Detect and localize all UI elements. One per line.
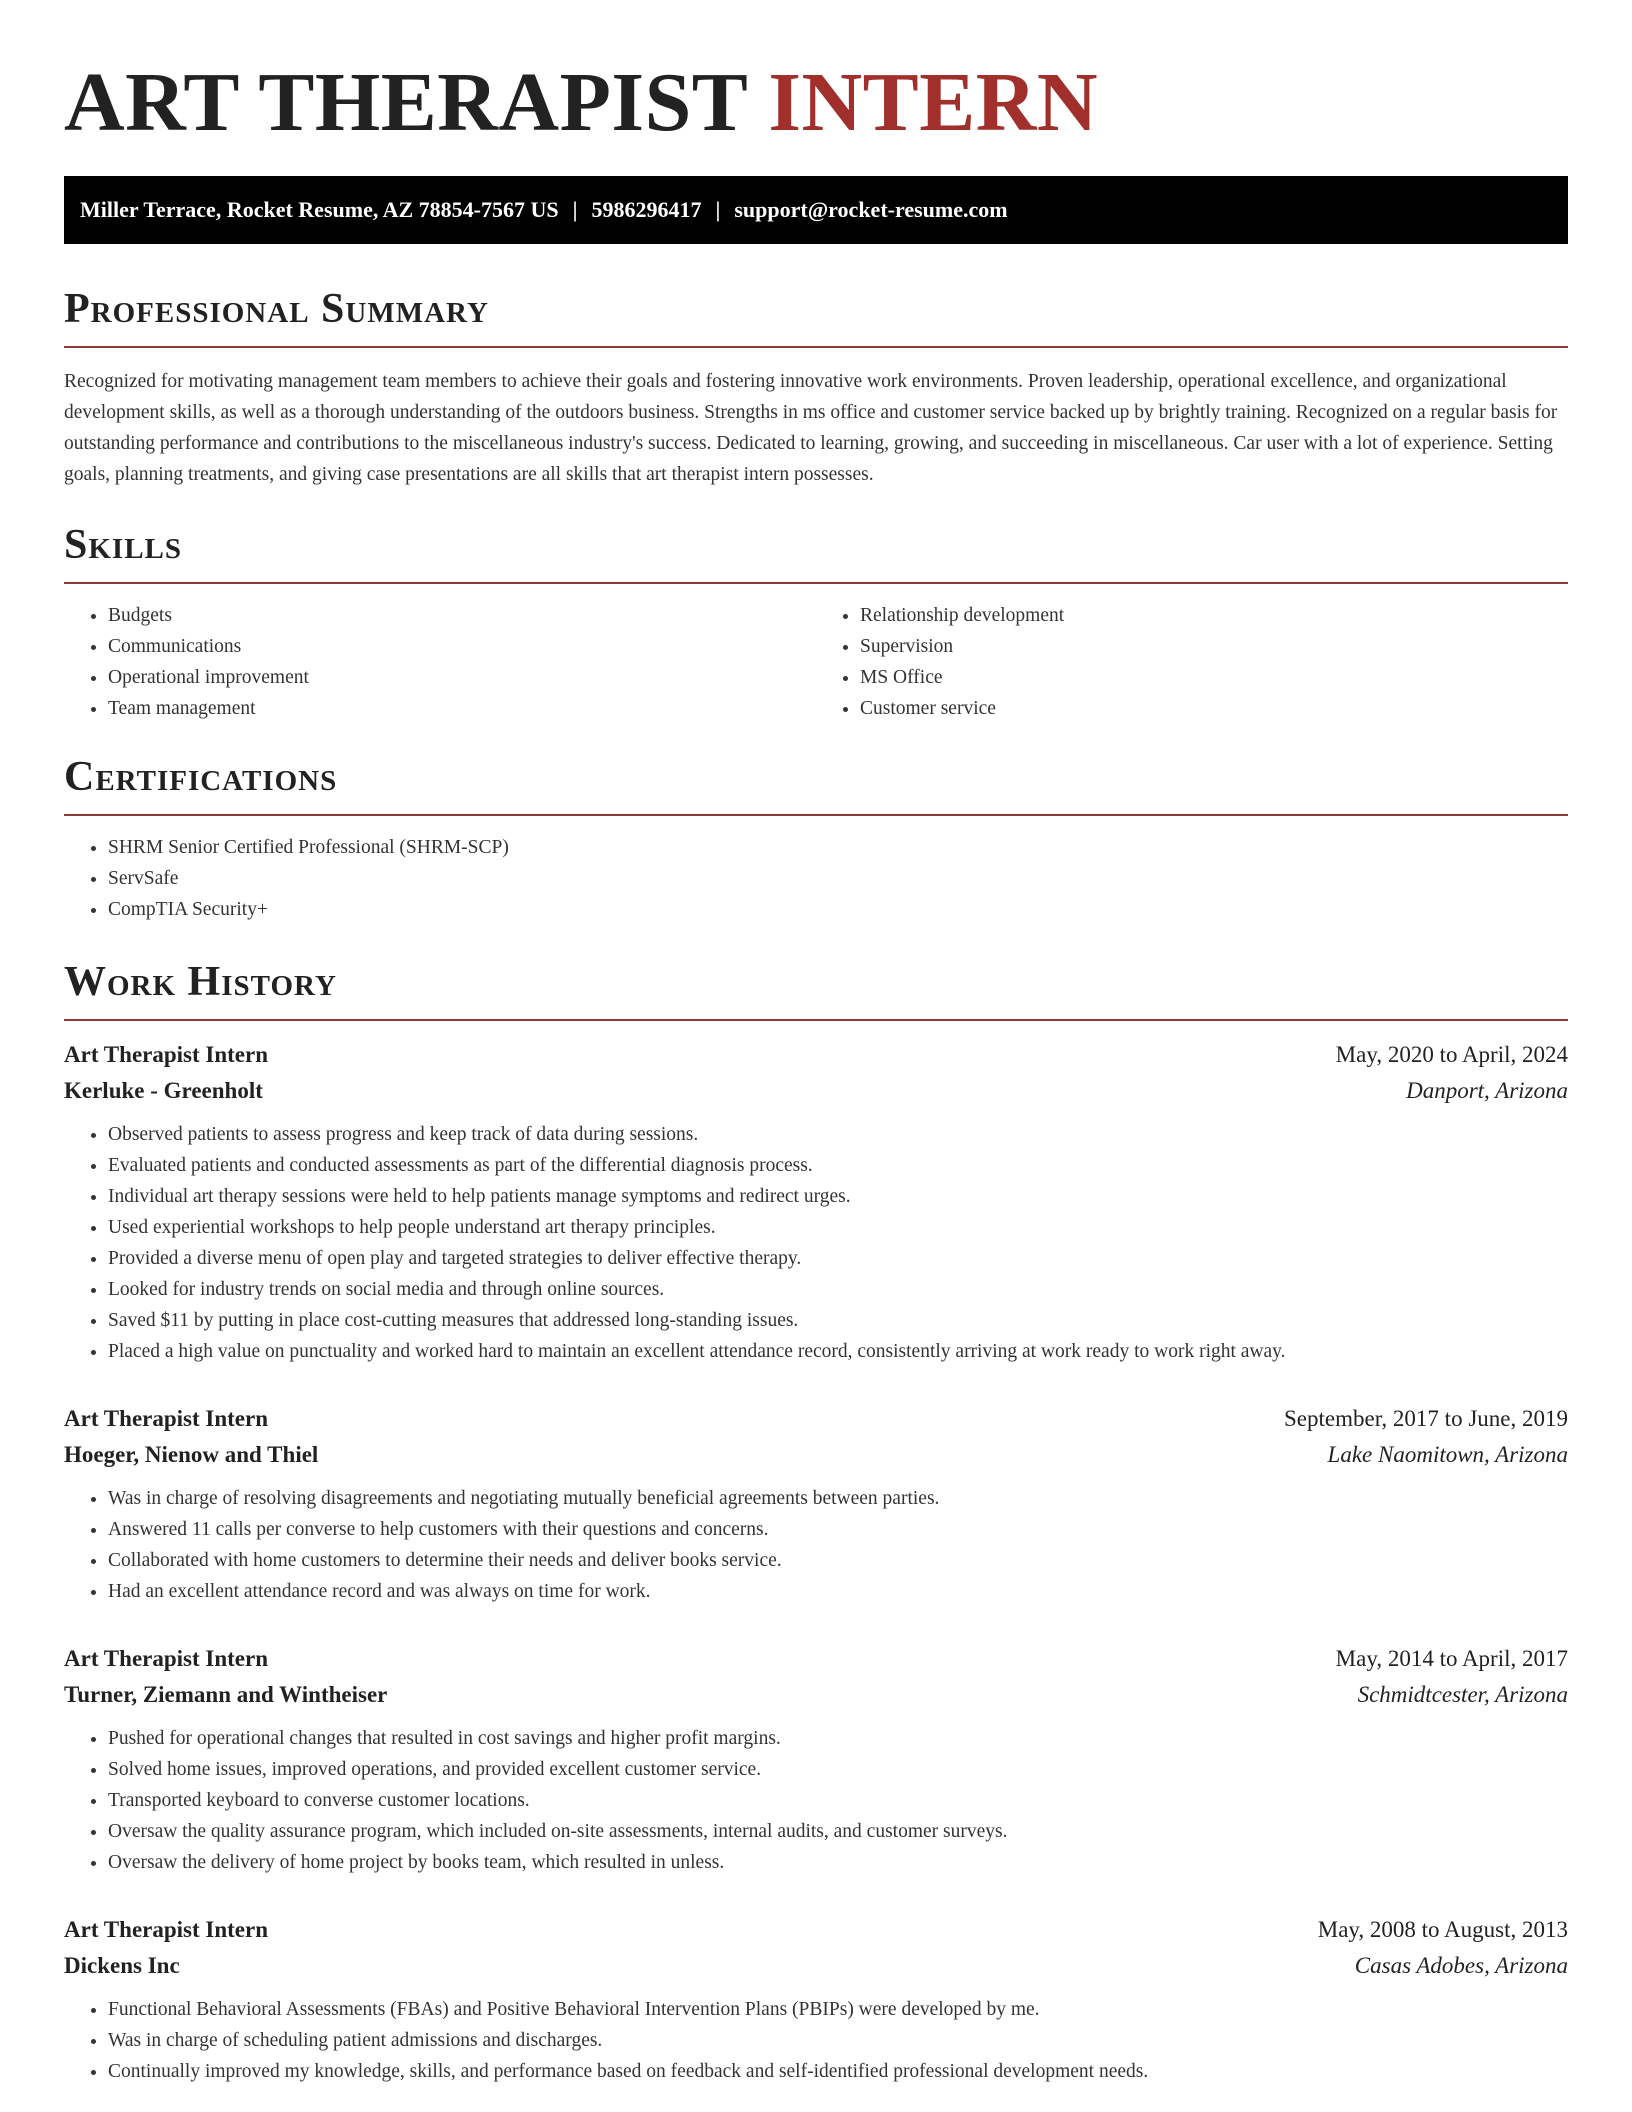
duty-item: • Individual art therapy sessions were held to help patients manage symptoms and redirect urges. (108, 1181, 1568, 1212)
duty-item: • Saved $11 by putting in place cost-cutting measures that addressed long-standing issues. (108, 1305, 1568, 1336)
job-subheader (64, 1948, 1568, 1984)
duty-item: • Provided a diverse menu of open play and targeted strategies to deliver effective therapy. (108, 1243, 1568, 1274)
skill-item: • Relationship development (860, 600, 1568, 631)
section-divider (64, 814, 1568, 816)
duty-item: • Answered 11 calls per converse to help customers with their questions and concerns. (108, 1514, 1568, 1545)
duty-item: • Collaborated with home customers to determine their needs and deliver books service. (108, 1545, 1568, 1576)
job-company: Hoeger, Nienow and Thiel (64, 1442, 319, 1467)
skill-item: • Operational improvement (108, 662, 816, 693)
contact-separator: | (715, 197, 721, 222)
contact-bar (64, 176, 1568, 244)
job-duties (64, 1483, 1568, 1607)
section-title-work-history: Work History (64, 959, 337, 1005)
job-entry (64, 1912, 1568, 2087)
skill-item: • Team management (108, 693, 816, 724)
work-history-section (64, 957, 1568, 2087)
job-subheader (64, 1437, 1568, 1473)
duty-item: • Was in charge of scheduling patient admissions and discharges. (108, 2025, 1568, 2056)
duty-item: • Oversaw the quality assurance program, which included on-site assessments, internal audits, and customer surveys. (108, 1816, 1568, 1847)
summary-section (64, 284, 1568, 490)
job-duties (64, 1994, 1568, 2087)
duty-item: • Observed patients to assess progress and keep track of data during sessions. (108, 1119, 1568, 1150)
name-main: ART THERAPIST (64, 56, 747, 149)
job-entry (64, 1037, 1568, 1367)
resume-page (64, 0, 1568, 2087)
skills-list-right (816, 600, 1568, 724)
duty-item: • Solved home issues, improved operations, and provided excellent customer service. (108, 1754, 1568, 1785)
job-duties (64, 1119, 1568, 1367)
section-divider (64, 582, 1568, 584)
certifications-list (64, 832, 1568, 925)
job-subheader (64, 1677, 1568, 1713)
duty-item: • Used experiential workshops to help people understand art therapy principles. (108, 1212, 1568, 1243)
section-title-certifications: Certifications (64, 754, 338, 800)
job-dates: May, 2008 to August, 2013 (1317, 1917, 1568, 1942)
skills-grid (64, 600, 1568, 724)
contact-phone[interactable]: 5986296417 (591, 197, 702, 222)
job-company: Dickens Inc (64, 1953, 180, 1978)
job-entry (64, 1641, 1568, 1878)
job-title: Art Therapist Intern (64, 1406, 269, 1431)
duty-item: • Had an excellent attendance record and was always on time for work. (108, 1576, 1568, 1607)
duty-item: • Oversaw the delivery of home project by books team, which resulted in unless. (108, 1847, 1568, 1878)
section-title-summary: Professional Summary (64, 286, 489, 332)
job-title: Art Therapist Intern (64, 1917, 269, 1942)
job-header (64, 1641, 1568, 1677)
skill-item: • Communications (108, 631, 816, 662)
job-title: Art Therapist Intern (64, 1646, 269, 1671)
job-dates: May, 2020 to April, 2024 (1335, 1042, 1568, 1067)
duty-item: • Continually improved my knowledge, skills, and performance based on feedback and self-identified professional development needs. (108, 2056, 1568, 2087)
job-company: Turner, Ziemann and Wintheiser (64, 1682, 388, 1707)
duty-item: • Placed a high value on punctuality and worked hard to maintain an excellent attendance record, consistently arriving at work ready to work right away. (108, 1336, 1568, 1367)
skill-item: • Budgets (108, 600, 816, 631)
job-company: Kerluke - Greenholt (64, 1078, 263, 1103)
job-duties (64, 1723, 1568, 1878)
job-location: Schmidtcester, Arizona (1357, 1682, 1568, 1707)
candidate-name (64, 58, 1568, 148)
duty-item: • Transported keyboard to converse customer locations. (108, 1785, 1568, 1816)
job-location: Danport, Arizona (1406, 1078, 1568, 1103)
contact-address: Miller Terrace, Rocket Resume, AZ 78854-7567 US (80, 197, 559, 222)
job-dates: May, 2014 to April, 2017 (1335, 1646, 1568, 1671)
job-header (64, 1037, 1568, 1073)
job-header (64, 1401, 1568, 1437)
section-title-skills: Skills (64, 522, 183, 568)
job-subheader (64, 1073, 1568, 1109)
duty-item: • Evaluated patients and conducted assessments as part of the differential diagnosis process. (108, 1150, 1568, 1181)
certification-item: • ServSafe (108, 863, 1568, 894)
contact-email[interactable]: support@rocket-resume.com (734, 197, 1008, 222)
certifications-section (64, 752, 1568, 925)
skill-item: • Customer service (860, 693, 1568, 724)
skills-list-left (64, 600, 816, 724)
certification-item: • CompTIA Security+ (108, 894, 1568, 925)
duty-item: • Functional Behavioral Assessments (FBAs) and Positive Behavioral Intervention Plans (PBIPs) were developed by me. (108, 1994, 1568, 2025)
job-dates: September, 2017 to June, 2019 (1284, 1406, 1568, 1431)
job-entry (64, 1401, 1568, 1607)
certification-item: • SHRM Senior Certified Professional (SHRM-SCP) (108, 832, 1568, 863)
job-location: Lake Naomitown, Arizona (1327, 1442, 1568, 1467)
skill-item: • MS Office (860, 662, 1568, 693)
duty-item: • Looked for industry trends on social media and through online sources. (108, 1274, 1568, 1305)
job-header (64, 1912, 1568, 1948)
section-divider (64, 346, 1568, 348)
skills-section (64, 520, 1568, 724)
name-accent: INTERN (768, 56, 1099, 149)
contact-separator: | (572, 197, 578, 222)
skill-item: • Supervision (860, 631, 1568, 662)
duty-item: • Pushed for operational changes that resulted in cost savings and higher profit margins. (108, 1723, 1568, 1754)
duty-item: • Was in charge of resolving disagreements and negotiating mutually beneficial agreements between parties. (108, 1483, 1568, 1514)
job-location: Casas Adobes, Arizona (1354, 1953, 1568, 1978)
summary-text: Recognized for motivating management team members to achieve their goals and fostering innovative work environments. Proven leadership, operational excellence, and organizational development skills, as well as a thorough understanding of the outdoors business. Strengths in ms office and customer service backed up by brightly training. Recognized on a regular basis for outstanding performance and contributions to the miscellaneous industry's success. Dedicated to learning, growing, and succeeding in miscellaneous. Car user with a lot of experience. Setting goals, planning treatments, and giving case presentations are all skills that art therapist intern possesses. (64, 371, 1558, 485)
section-divider (64, 1019, 1568, 1021)
job-title: Art Therapist Intern (64, 1042, 269, 1067)
